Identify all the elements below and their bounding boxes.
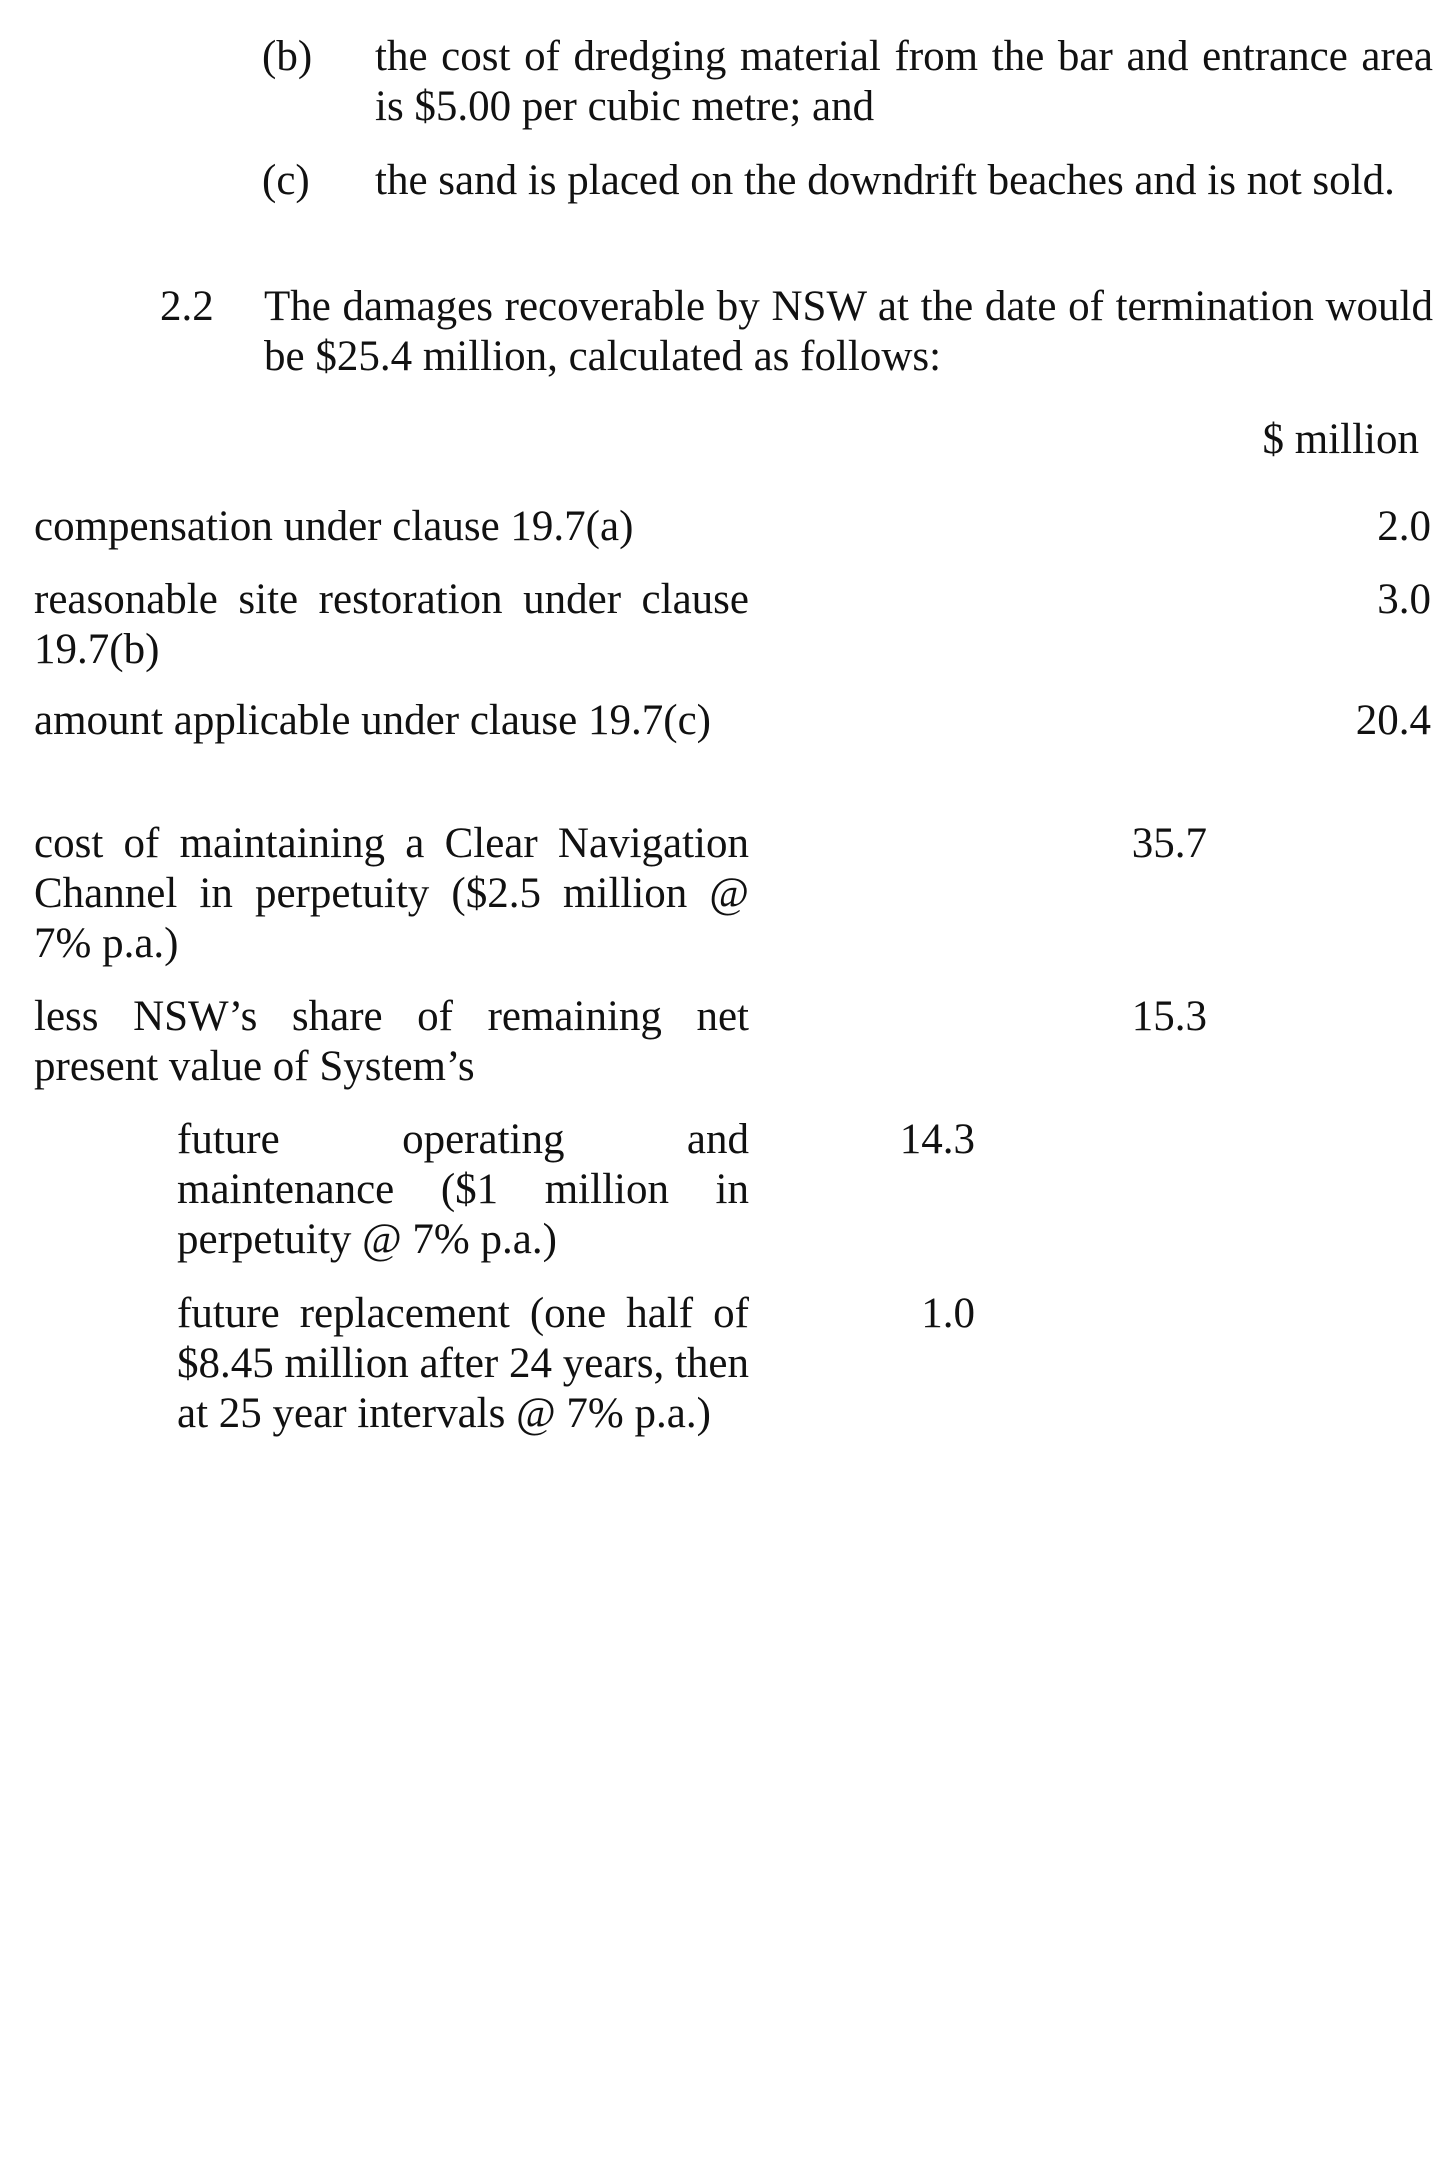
section-number: 2.2 bbox=[160, 283, 214, 330]
row-label: compensation under clause 19.7(a) bbox=[34, 503, 634, 550]
item-c-marker: (c) bbox=[262, 157, 310, 204]
row-value: 3.0 bbox=[1377, 576, 1431, 623]
section-text: The damages recoverable by NSW at the date of termination would be $25.4 million, calculated as follows: bbox=[264, 283, 1433, 380]
row-value: 20.4 bbox=[1355, 697, 1431, 744]
row-label: less NSW’s share of remaining net present value of System’s bbox=[34, 993, 749, 1090]
row-label: future operating and maintenance ($1 million in perpetuity @ 7% p.a.) bbox=[177, 1116, 749, 1263]
row-value: 2.0 bbox=[1377, 503, 1431, 550]
item-c-text: the sand is placed on the downdrift beaches and is not sold. bbox=[375, 157, 1395, 204]
row-value: 15.3 bbox=[1131, 993, 1207, 1040]
row-label: future replacement (one half of $8.45 million after 24 years, then at 25 year intervals @ 7% p.a.) bbox=[177, 1290, 749, 1437]
row-label: amount applicable under clause 19.7(c) bbox=[34, 697, 711, 744]
row-value: 35.7 bbox=[1131, 820, 1207, 867]
unit-header: $ million bbox=[1262, 416, 1419, 463]
row-label: reasonable site restoration under clause 19.7(b) bbox=[34, 576, 749, 673]
row-value: 1.0 bbox=[921, 1290, 975, 1337]
row-value: 14.3 bbox=[899, 1116, 975, 1163]
item-b-marker: (b) bbox=[262, 33, 313, 80]
row-label: cost of maintaining a Clear Navigation Channel in perpetuity ($2.5 million @ 7% p.a.) bbox=[34, 820, 749, 967]
item-b-text: the cost of dredging material from the bar and entrance area is $5.00 per cubic metre; and bbox=[375, 33, 1433, 130]
